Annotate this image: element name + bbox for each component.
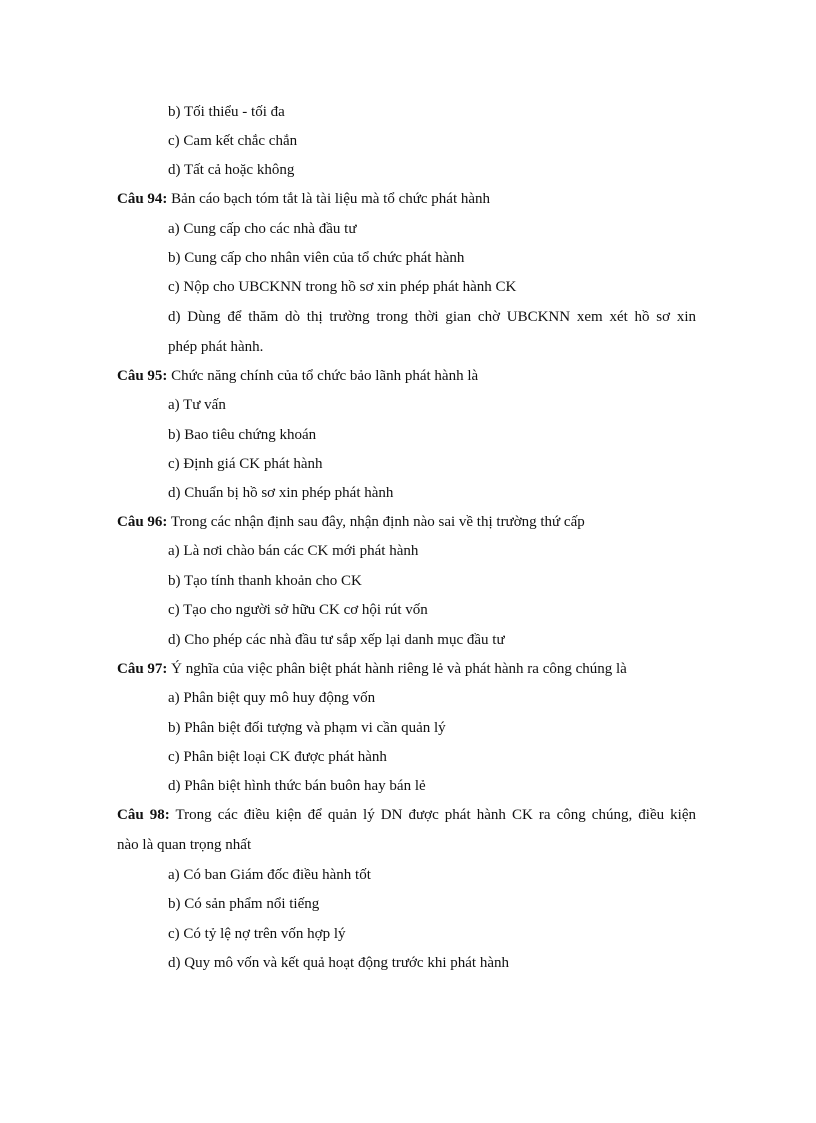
option-d: d) Tất cả hoặc không (168, 162, 295, 178)
option-a: a) Cung cấp cho các nhà đầu tư (168, 221, 357, 237)
option-c: c) Cam kết chắc chắn (168, 133, 298, 149)
question-98 (117, 805, 696, 825)
question-96 (117, 512, 585, 532)
question-text: Chức năng chính của tổ chức bảo lãnh phát hành là (167, 368, 479, 384)
option-d: d) Quy mô vốn và kết quả hoạt động trước khi phát hành (168, 955, 509, 971)
option-d: d) Phân biệt hình thức bán buôn hay bán lẻ (168, 778, 426, 794)
option-a: a) Tư vấn (168, 397, 226, 413)
option-b: b) Tạo tính thanh khoản cho CK (168, 573, 362, 589)
option-a: a) Có ban Giám đốc điều hành tốt (168, 867, 371, 883)
option-a: a) Phân biệt quy mô huy động vốn (168, 690, 376, 706)
question-text: Trong các nhận định sau đây, nhận định nào sai về thị trường thứ cấp (167, 514, 585, 530)
question-label: Câu 96: (117, 514, 168, 530)
question-text: Ý nghĩa của việc phân biệt phát hành riêng lẻ và phát hành ra công chúng là (167, 661, 627, 677)
option-d: d) Cho phép các nhà đầu tư sắp xếp lại danh mục đầu tư (168, 632, 505, 648)
question-label: Câu 97: (117, 661, 168, 677)
option-c: c) Có tỷ lệ nợ trên vốn hợp lý (168, 926, 346, 942)
question-text: Bản cáo bạch tóm tắt là tài liệu mà tổ chức phát hành (167, 191, 491, 207)
option-a: a) Là nơi chào bán các CK mới phát hành (168, 543, 419, 559)
option-d: d) Chuẩn bị hồ sơ xin phép phát hành (168, 485, 394, 501)
option-b: b) Có sản phẩm nổi tiếng (168, 896, 320, 912)
question-text: Trong các điều kiện để quản lý DN được phát hành CK ra công chúng, điều kiện (169, 807, 696, 823)
question-95 (117, 366, 478, 386)
question-label: Câu 98: (117, 807, 170, 823)
question-label: Câu 94: (117, 191, 168, 207)
option-b: b) Bao tiêu chứng khoán (168, 427, 317, 443)
option-b: b) Tối thiểu - tối đa (168, 104, 285, 120)
option-c: c) Tạo cho người sở hữu CK cơ hội rút vốn (168, 602, 428, 618)
option-c: c) Phân biệt loại CK được phát hành (168, 749, 387, 765)
option-b: b) Cung cấp cho nhân viên của tổ chức phát hành (168, 250, 465, 266)
question-94 (117, 189, 490, 209)
option-d: d) Dùng để thăm dò thị trường trong thời gian chờ UBCKNN xem xét hồ sơ xin (168, 309, 696, 325)
option-c: c) Nộp cho UBCKNN trong hồ sơ xin phép phát hành CK (168, 279, 517, 295)
question-label: Câu 95: (117, 368, 168, 384)
option-d-continuation: phép phát hành. (168, 339, 264, 355)
question-text-continuation: nào là quan trọng nhất (117, 837, 252, 853)
option-b: b) Phân biệt đối tượng và phạm vi cần quản lý (168, 720, 446, 736)
question-97 (117, 659, 627, 679)
option-c: c) Định giá CK phát hành (168, 456, 323, 472)
